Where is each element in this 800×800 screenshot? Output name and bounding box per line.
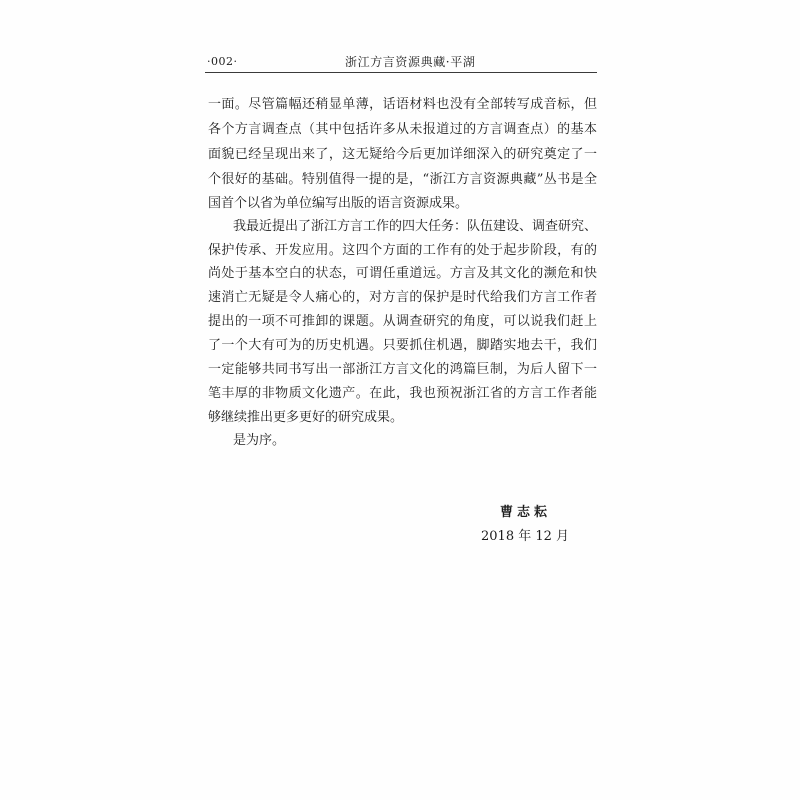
signature-date: 2018 年 12 月: [481, 529, 570, 544]
text-line: 一面。尽管篇幅还稍显单薄，话语材料也没有全部转写成音标，但: [208, 97, 597, 112]
text-line: 个很好的基础。特别值得一提的是，“浙江方言资源典藏”丛书是全: [208, 172, 597, 187]
text-line: 保护传承、开发应用。这四个方面的工作有的处于起步阶段，有的: [208, 243, 597, 258]
signature-author: 曹志耘: [500, 505, 552, 520]
text-line: 提出的一项不可推卸的课题。从调查研究的角度，可以说我们赶上: [208, 314, 597, 329]
text-line: 够继续推出更多更好的研究成果。: [208, 410, 404, 425]
text-line: 各个方言调查点（其中包括许多从未报道过的方言调查点）的基本: [208, 122, 597, 137]
text-line: 尚处于基本空白的状态，可谓任重道远。方言及其文化的濒危和快: [208, 266, 597, 281]
text-line: 笔丰厚的非物质文化遗产。在此，我也预祝浙江省的方言工作者能: [208, 386, 597, 401]
text-line: 了一个大有可为的历史机遇。只要抓住机遇，脚踏实地去干，我们: [208, 338, 597, 353]
text-line: 国首个以省为单位编写出版的语言资源成果。: [208, 196, 469, 211]
running-title: 浙江方言资源典藏·平湖: [345, 55, 476, 69]
text-line: 一定能够共同书写出一部浙江方言文化的鸿篇巨制，为后人留下一: [208, 362, 597, 377]
text-line: 我最近提出了浙江方言工作的四大任务：队伍建设、调查研究、: [233, 219, 598, 234]
page-number: ·002·: [207, 55, 238, 68]
text-line: 是为序。: [233, 433, 286, 448]
text-line: 速消亡无疑是令人痛心的，对方言的保护是时代给我们方言工作者: [208, 290, 597, 305]
page-header: [205, 52, 597, 73]
text-line: 面貌已经呈现出来了，这无疑给今后更加详细深入的研究奠定了一: [208, 147, 597, 162]
